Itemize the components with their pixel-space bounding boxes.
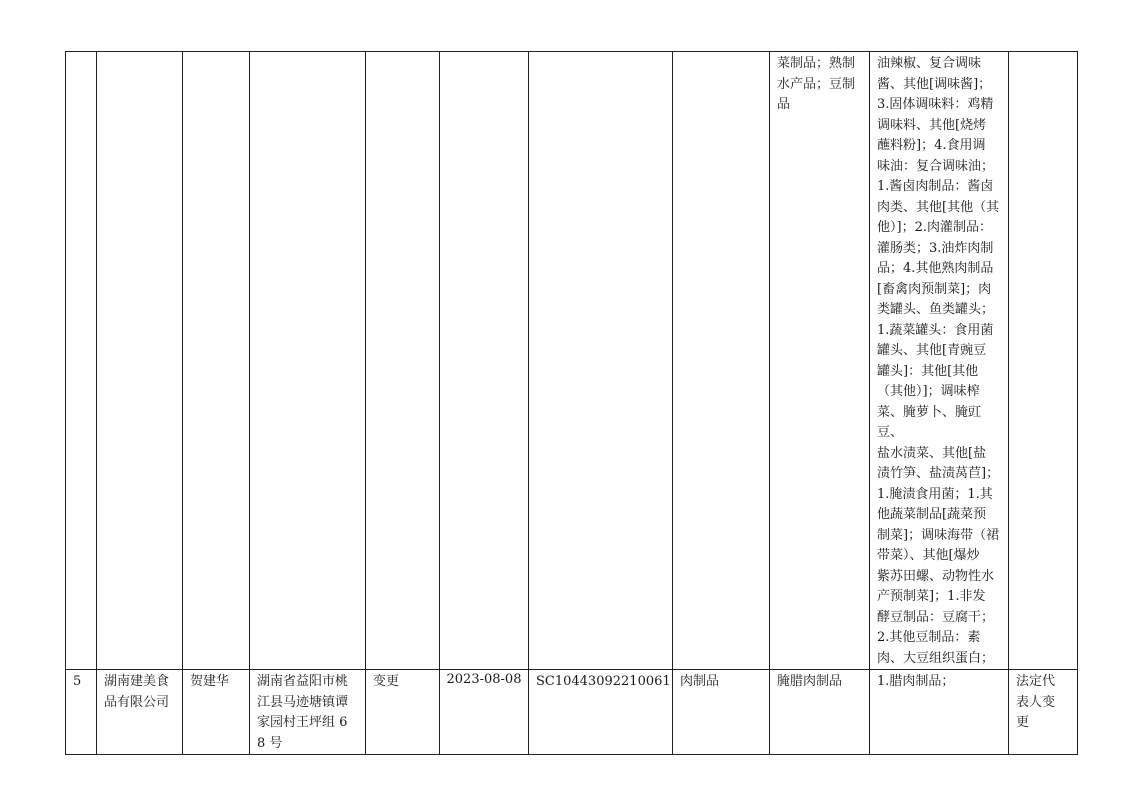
cell-address-empty bbox=[250, 52, 366, 670]
license-change-table bbox=[65, 51, 1078, 755]
variety-detail-text: 油辣椒、复合调味 酱、其他[调味酱]； 3.固体调味料：鸡精 调味料、其他[烧烤 蘸料粉]；4.食用调 味油：复合调味油； 1.酱卤肉制品：酱卤 肉类、其他[其他（其 他）]；2.肉灌制品： 灌肠类；3.油炸肉制 品；4.其他熟肉制品 [畜禽肉预制菜]；肉 类罐头、鱼类罐头； 1.蔬菜罐头：食用菌 罐头、其他[青豌豆 罐头]：其他[其他 （其他）]；调味榨 菜、腌萝卜、腌豇豆、 盐水渍菜、其他[盐 渍竹笋、盐渍莴苣]； 1.腌渍食用菌；1.其 他蔬菜制品[蔬菜预 制菜]；调味海带（裙 带菜）、其他[爆炒 紫苏田螺、动物性水 产预制菜]；1.非发 酵豆制品：豆腐干； 2.其他豆制品：素 肉、大豆组织蛋白； bbox=[877, 56, 1000, 666]
cell-date bbox=[440, 670, 529, 755]
category-detail-text: 菜制品；熟制 水产品；豆制 品 bbox=[777, 56, 856, 112]
cell-index bbox=[66, 670, 97, 755]
license-number: SC10443092210061 bbox=[536, 674, 671, 689]
cell-company-empty bbox=[97, 52, 183, 670]
change-date: 2023-08-08 bbox=[446, 672, 522, 687]
cell-food-category bbox=[673, 670, 770, 755]
company-name: 湖南建美食 品有限公司 bbox=[104, 674, 170, 710]
food-category: 肉制品 bbox=[680, 674, 720, 689]
table-row bbox=[66, 670, 1078, 755]
remark: 法定代 表人变 更 bbox=[1016, 674, 1056, 730]
legal-representative: 贺建华 bbox=[190, 674, 230, 689]
cell-variety-detail bbox=[870, 52, 1009, 670]
cell-legal-rep-empty bbox=[183, 52, 250, 670]
cell-index-empty bbox=[66, 52, 97, 670]
cell-remark-empty bbox=[1009, 52, 1078, 670]
cell-legal-rep bbox=[183, 670, 250, 755]
cell-license-empty bbox=[529, 52, 673, 670]
cell-category-detail bbox=[770, 52, 870, 670]
cell-address bbox=[250, 670, 366, 755]
address: 湖南省益阳市桃 江县马迹塘镇谭 家园村王坪组 6 8 号 bbox=[257, 674, 349, 751]
cell-company bbox=[97, 670, 183, 755]
category-detail: 腌腊肉制品 bbox=[777, 674, 843, 689]
record-index: 5 bbox=[73, 674, 82, 689]
variety-detail: 1.腊肉制品； bbox=[877, 674, 955, 689]
change-type: 变更 bbox=[373, 674, 400, 689]
cell-remark bbox=[1009, 670, 1078, 755]
continuation-row bbox=[66, 52, 1078, 670]
cell-date-empty bbox=[440, 52, 529, 670]
cell-food-category-empty bbox=[673, 52, 770, 670]
cell-change-type bbox=[366, 670, 440, 755]
cell-category-detail bbox=[770, 670, 870, 755]
cell-license bbox=[529, 670, 673, 755]
cell-change-type-empty bbox=[366, 52, 440, 670]
cell-variety-detail bbox=[870, 670, 1009, 755]
